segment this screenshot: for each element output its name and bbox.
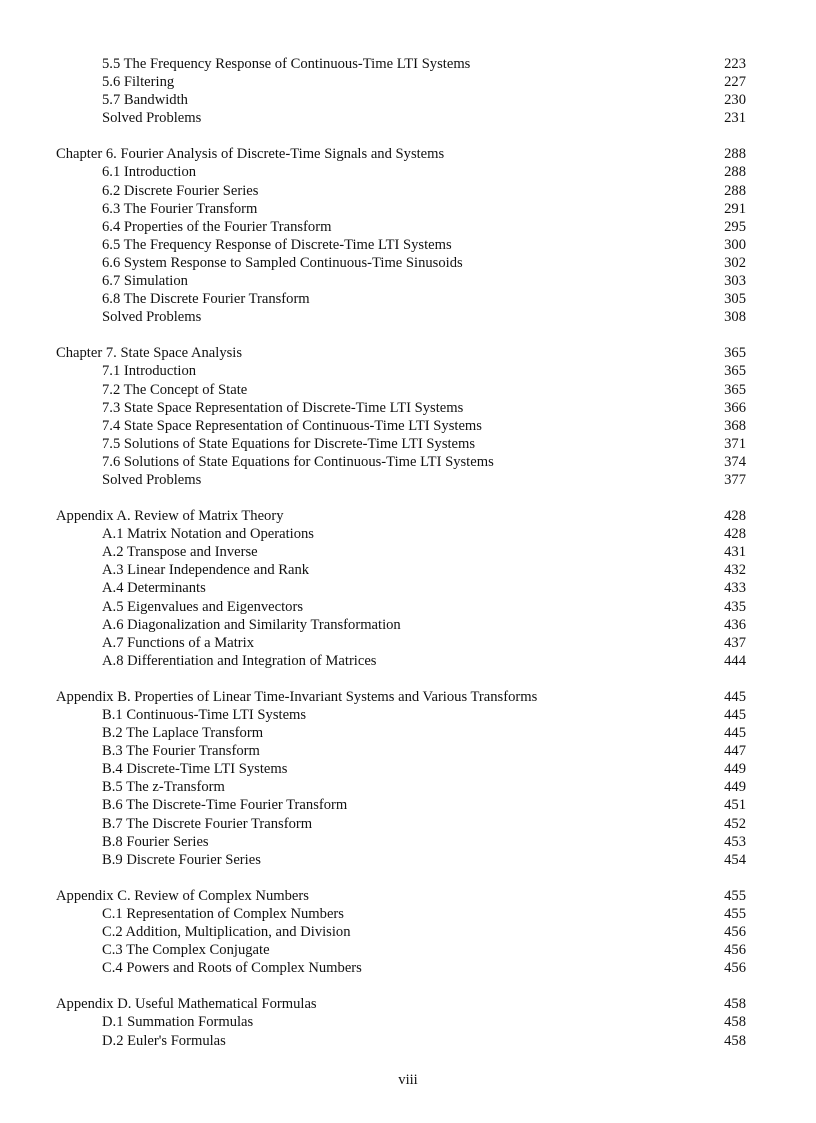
toc-entry-title: B.4 Discrete-Time LTI Systems [102, 761, 288, 778]
toc-page-number: 365 [724, 381, 746, 398]
toc-entry[interactable] [56, 182, 746, 200]
toc-entry-title: 6.8 The Discrete Fourier Transform [102, 291, 310, 308]
toc-entry-title: D.1 Summation Formulas [102, 1014, 254, 1031]
toc-entry[interactable] [56, 471, 746, 489]
toc-entry-title: 7.6 Solutions of State Equations for Continuous-Time LTI Systems [102, 453, 494, 470]
toc-page-number: 428 [724, 508, 746, 525]
toc-entry[interactable] [56, 959, 746, 977]
toc-page-number: 365 [724, 363, 746, 380]
toc-page-number: 365 [724, 345, 746, 362]
toc-entry-title: 7.1 Introduction [102, 363, 197, 380]
toc-page-number: 288 [724, 182, 746, 199]
toc-chapter-title: Appendix B. Properties of Linear Time-Invariant Systems and Various Transforms [56, 688, 538, 705]
toc-page-number: 227 [724, 74, 746, 91]
toc-entry[interactable] [56, 760, 746, 778]
toc-entry-title: B.9 Discrete Fourier Series [102, 851, 261, 868]
toc-page-number: 366 [724, 399, 746, 416]
toc-page-number: 288 [724, 164, 746, 181]
toc-page-number: 452 [724, 815, 746, 832]
toc-entry[interactable] [56, 561, 746, 579]
toc-chapter-heading[interactable] [56, 995, 746, 1013]
toc-entry-title: 6.3 The Fourier Transform [102, 200, 258, 217]
toc-entry[interactable] [56, 417, 746, 435]
toc-page-number: 291 [724, 200, 746, 217]
toc-page-number: 453 [724, 833, 746, 850]
toc-entry[interactable] [56, 308, 746, 326]
toc-section [56, 688, 746, 869]
toc-entry[interactable] [56, 163, 746, 181]
toc-page-number: 447 [724, 743, 746, 760]
toc-page-number: 302 [724, 254, 746, 271]
toc-entry-title: C.4 Powers and Roots of Complex Numbers [102, 960, 362, 977]
toc-section [56, 887, 746, 977]
toc-entry-title: C.1 Representation of Complex Numbers [102, 905, 344, 922]
toc-section [56, 507, 746, 670]
toc-entry[interactable] [56, 923, 746, 941]
toc-entry-title: B.5 The z-Transform [102, 779, 225, 796]
toc-entry-title: C.3 The Complex Conjugate [102, 942, 270, 959]
table-of-contents [56, 55, 746, 1068]
toc-page-number: 432 [724, 562, 746, 579]
toc-entry[interactable] [56, 815, 746, 833]
toc-entry[interactable] [56, 453, 746, 471]
toc-page-number: 437 [724, 634, 746, 651]
toc-entry[interactable] [56, 73, 746, 91]
toc-page-number: 371 [724, 435, 746, 452]
toc-entry[interactable] [56, 272, 746, 290]
toc-entry[interactable] [56, 833, 746, 851]
toc-page-number: 451 [724, 797, 746, 814]
toc-entry-title: B.1 Continuous-Time LTI Systems [102, 707, 307, 723]
toc-entry-title: 6.1 Introduction [102, 164, 197, 181]
toc-entry-title: A.3 Linear Independence and Rank [102, 562, 310, 579]
toc-entry-title: Solved Problems [102, 110, 202, 127]
toc-entry[interactable] [56, 598, 746, 616]
toc-page-number: 223 [724, 56, 746, 72]
toc-page-number: 305 [724, 291, 746, 308]
toc-page-number: 454 [724, 851, 746, 868]
toc-section [56, 145, 746, 326]
toc-entry[interactable] [56, 399, 746, 417]
toc-page-number: 445 [724, 725, 746, 742]
toc-page-number: 295 [724, 218, 746, 235]
toc-section [56, 55, 746, 127]
toc-entry[interactable] [56, 616, 746, 634]
toc-page-number: 288 [724, 146, 746, 163]
toc-entry[interactable] [56, 290, 746, 308]
toc-entry-title: A.5 Eigenvalues and Eigenvectors [102, 598, 304, 615]
toc-chapter-title: Chapter 7. State Space Analysis [56, 345, 243, 362]
toc-entry[interactable] [56, 218, 746, 236]
toc-page-number: 456 [724, 942, 746, 959]
toc-entry-title: B.7 The Discrete Fourier Transform [102, 815, 313, 832]
toc-entry-title: 7.4 State Space Representation of Continuous-Time LTI Systems [102, 417, 482, 434]
toc-page-number: 444 [724, 652, 746, 669]
toc-entry-title: 6.2 Discrete Fourier Series [102, 182, 259, 199]
toc-entry-title: B.3 The Fourier Transform [102, 743, 260, 760]
toc-entry[interactable] [56, 796, 746, 814]
toc-entry[interactable] [56, 236, 746, 254]
toc-entry[interactable] [56, 362, 746, 380]
toc-entry[interactable] [56, 724, 746, 742]
toc-entry-title: A.6 Diagonalization and Similarity Transformation [102, 616, 401, 633]
toc-entry[interactable] [56, 742, 746, 760]
toc-entry[interactable] [56, 905, 746, 923]
toc-chapter-title: Appendix D. Useful Mathematical Formulas [56, 996, 317, 1013]
toc-entry-title: A.1 Matrix Notation and Operations [102, 526, 314, 543]
toc-entry[interactable] [56, 941, 746, 959]
toc-page-number: 436 [724, 616, 746, 633]
toc-chapter-heading[interactable] [56, 688, 746, 706]
toc-page-number: 431 [724, 544, 746, 561]
toc-entry[interactable] [56, 55, 746, 73]
toc-page-number: 449 [724, 761, 746, 778]
toc-section [56, 995, 746, 1049]
toc-entry[interactable] [56, 652, 746, 670]
toc-entry-title: 7.3 State Space Representation of Discrete-Time LTI Systems [102, 399, 464, 416]
toc-chapter-heading[interactable] [56, 344, 746, 362]
toc-entry[interactable] [56, 200, 746, 218]
toc-entry-title: 7.2 The Concept of State [102, 381, 248, 398]
toc-entry[interactable] [56, 91, 746, 109]
toc-entry-title: B.8 Fourier Series [102, 833, 209, 850]
toc-page-number: 458 [724, 1032, 746, 1049]
toc-entry[interactable] [56, 634, 746, 652]
toc-chapter-heading[interactable] [56, 507, 746, 525]
toc-entry-title: D.2 Euler's Formulas [102, 1032, 226, 1049]
toc-page-number: 458 [724, 996, 746, 1013]
toc-page-number: 445 [724, 688, 746, 705]
toc-chapter-heading[interactable] [56, 145, 746, 163]
toc-page-number: 377 [724, 471, 746, 488]
toc-page-number: 445 [724, 707, 746, 723]
toc-entry-title: Solved Problems [102, 309, 202, 326]
toc-entry-title: A.4 Determinants [102, 580, 206, 597]
toc-page-number: 433 [724, 580, 746, 597]
toc-entry-title: C.2 Addition, Multiplication, and Division [102, 924, 351, 941]
toc-entry-title: 6.5 The Frequency Response of Discrete-Time LTI Systems [102, 236, 452, 253]
toc-entry[interactable] [56, 778, 746, 796]
toc-page-number: 230 [724, 92, 746, 109]
toc-entry[interactable] [56, 254, 746, 272]
toc-page-number: 368 [724, 417, 746, 434]
toc-page-number: 428 [724, 526, 746, 543]
toc-entry[interactable] [56, 381, 746, 399]
toc-entry[interactable] [56, 109, 746, 127]
toc-entry-title: 5.6 Filtering [102, 74, 175, 91]
toc-page-number: 231 [724, 110, 746, 127]
toc-chapter-title: Chapter 6. Fourier Analysis of Discrete-Time Signals and Systems [56, 146, 445, 163]
toc-entry[interactable] [56, 579, 746, 597]
toc-section [56, 344, 746, 489]
toc-entry[interactable] [56, 851, 746, 869]
toc-entry-title: 5.5 The Frequency Response of Continuous-Time LTI Systems [102, 56, 471, 72]
toc-entry-title: 6.7 Simulation [102, 273, 188, 290]
toc-page-number: 455 [724, 905, 746, 922]
toc-entry-title: A.2 Transpose and Inverse [102, 544, 258, 561]
page-number: viii [398, 1072, 418, 1088]
toc-page-number: 449 [724, 779, 746, 796]
toc-page-number: 435 [724, 598, 746, 615]
toc-page-number: 458 [724, 1014, 746, 1031]
toc-page-number: 374 [724, 453, 746, 470]
toc-entry-title: B.6 The Discrete-Time Fourier Transform [102, 797, 348, 814]
toc-page-number: 456 [724, 924, 746, 941]
toc-entry[interactable] [56, 435, 746, 453]
toc-entry[interactable] [56, 706, 746, 724]
toc-entry[interactable] [56, 1032, 746, 1050]
toc-entry-title: B.2 The Laplace Transform [102, 725, 264, 742]
toc-entry[interactable] [56, 543, 746, 561]
toc-entry-title: 6.6 System Response to Sampled Continuous-Time Sinusoids [102, 254, 463, 271]
toc-entry-title: 6.4 Properties of the Fourier Transform [102, 218, 332, 235]
toc-chapter-heading[interactable] [56, 887, 746, 905]
toc-entry[interactable] [56, 1013, 746, 1031]
toc-entry[interactable] [56, 525, 746, 543]
toc-page-number: 300 [724, 236, 746, 253]
toc-page-number: 303 [724, 273, 746, 290]
toc-chapter-title: Appendix A. Review of Matrix Theory [56, 508, 284, 525]
toc-chapter-title: Appendix C. Review of Complex Numbers [56, 887, 309, 904]
toc-entry-title: A.7 Functions of a Matrix [102, 634, 255, 651]
toc-page-number: 308 [724, 309, 746, 326]
toc-page-number: 456 [724, 960, 746, 977]
toc-page-number: 455 [724, 887, 746, 904]
toc-entry-title: 5.7 Bandwidth [102, 92, 188, 109]
toc-entry-title: 7.5 Solutions of State Equations for Discrete-Time LTI Systems [102, 435, 476, 452]
toc-entry-title: Solved Problems [102, 471, 202, 488]
toc-entry-title: A.8 Differentiation and Integration of Matrices [102, 652, 377, 669]
